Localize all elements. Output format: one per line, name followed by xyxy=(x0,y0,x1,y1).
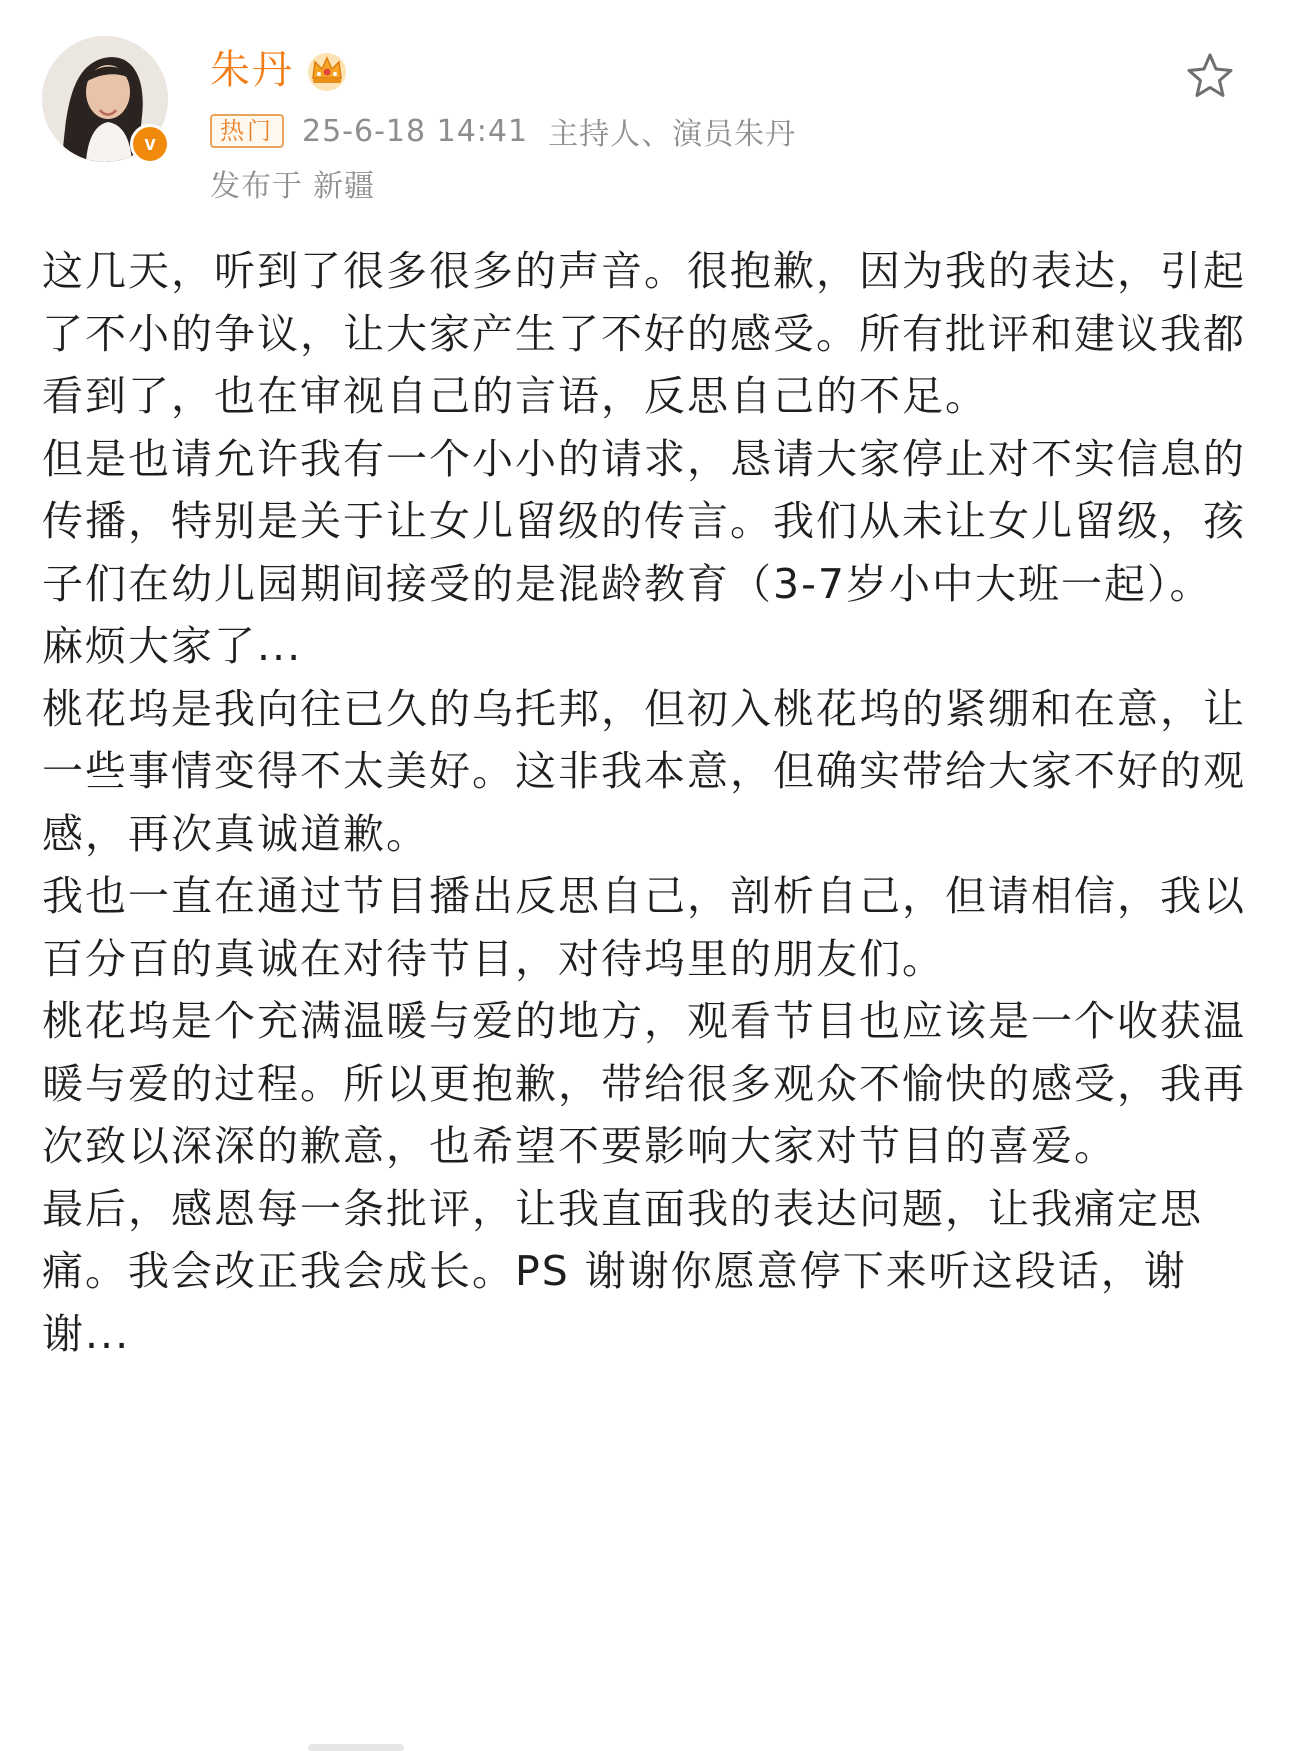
star-icon xyxy=(1184,50,1236,102)
home-indicator xyxy=(308,1744,404,1751)
post-header xyxy=(42,36,1248,226)
content-paragraph-2: 但是也请允许我有一个小小的请求，恳请大家停止对不实信息的传播，特别是关于让女儿留级的传言。我们从未让女儿留级，孩子们在幼儿园期间接受的是混龄教育（3-7岁小中大班一起）。麻烦大家了... xyxy=(42,434,1246,670)
favorite-star-button[interactable] xyxy=(1184,50,1236,102)
crown-icon[interactable] xyxy=(304,47,350,93)
content-paragraph-5: 桃花坞是个充满温暖与爱的地方，观看节目也应该是一个收获温暖与爱的过程。所以更抱歉，带给很多观众不愉快的感受，我再次致以深深的歉意，也希望不要影响大家对节目的喜爱。 xyxy=(42,997,1246,1170)
content-paragraph-1: 这几天，听到了很多很多的声音。很抱歉，因为我的表达，引起了不小的争议，让大家产生了不好的感受。所有批评和建议我都看到了，也在审视自己的言语，反思自己的不足。 xyxy=(42,247,1246,420)
location-prefix: 发布于 xyxy=(210,169,303,204)
info-row xyxy=(210,106,1110,156)
verified-mark: v xyxy=(144,132,156,155)
hot-tag[interactable]: 热门 xyxy=(210,114,284,148)
author-title: 主持人、演员朱丹 xyxy=(548,117,797,152)
location-row xyxy=(210,160,1110,206)
content-paragraph-6: 最后，感恩每一条批评，让我直面我的表达问题，让我痛定思痛。我会改正我会成长。PS 谢谢你愿意停下来听这段话，谢谢... xyxy=(42,1184,1203,1358)
content-paragraph-4: 我也一直在通过节目播出反思自己，剖析自己，但请相信，我以百分百的真诚在对待节目，对待坞里的朋友们。 xyxy=(42,872,1246,983)
username[interactable]: 朱丹 xyxy=(210,47,294,93)
content-paragraph-3: 桃花坞是我向往已久的乌托邦，但初入桃花坞的紧绷和在意，让一些事情变得不太美好。这非我本意，但确实带给大家不好的观感，再次真诚道歉。 xyxy=(42,684,1246,858)
location: 新疆 xyxy=(313,169,375,204)
post-content xyxy=(42,240,1252,1365)
timestamp: 25-6-18 14:41 xyxy=(302,113,529,149)
post-meta xyxy=(210,40,1110,206)
name-row xyxy=(210,40,1110,100)
verified-v-icon xyxy=(130,124,170,164)
